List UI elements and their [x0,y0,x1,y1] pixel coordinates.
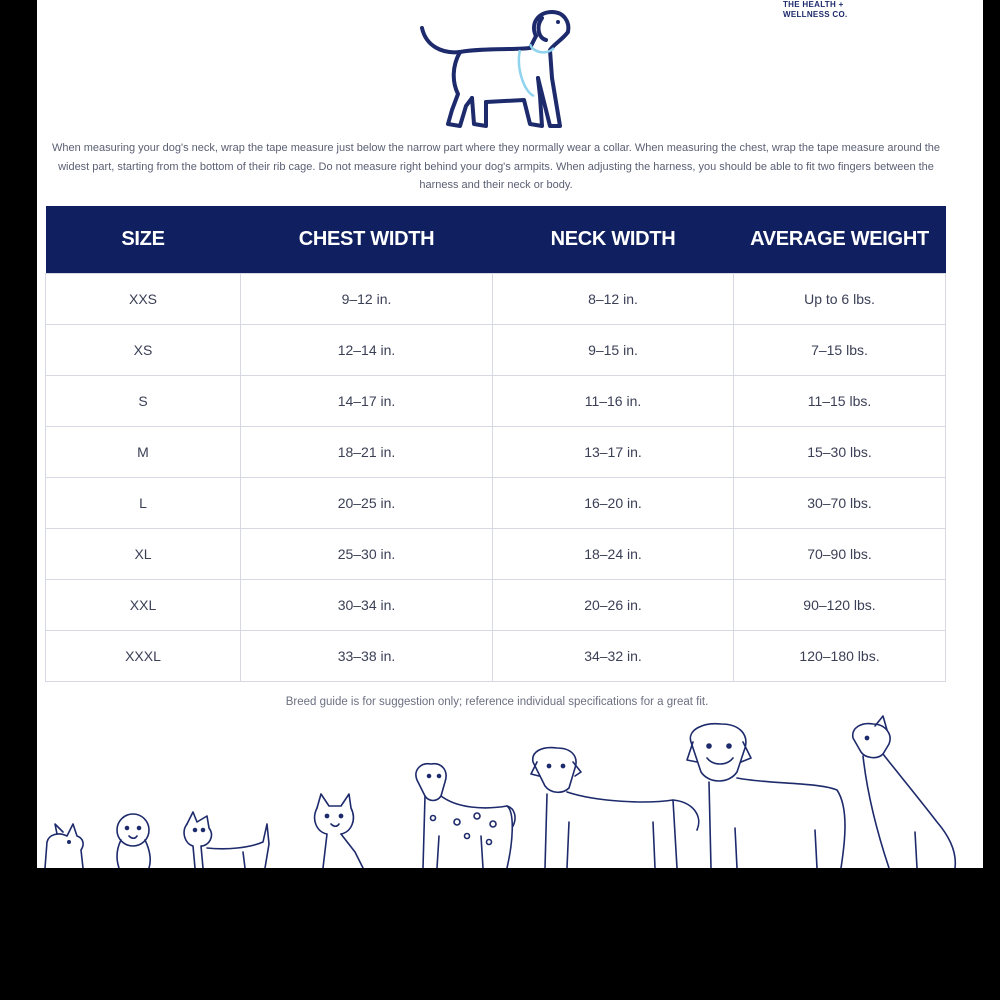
chest-cell: 9–12 in. [241,274,493,325]
neck-cell: 13–17 in. [493,427,734,478]
brand-line-1: THE HEALTH + [783,0,844,9]
french-bulldog-icon [315,794,363,868]
table-row [46,427,946,478]
weight-cell: 7–15 lbs. [734,325,946,376]
weight-cell: 70–90 lbs. [734,529,946,580]
size-cell: S [46,376,241,427]
chest-cell: 30–34 in. [241,580,493,631]
neck-cell: 18–24 in. [493,529,734,580]
neck-cell: 8–12 in. [493,274,734,325]
brand-line-2: WELLNESS CO. [783,10,848,19]
size-cell: XXL [46,580,241,631]
labrador-icon [531,748,699,868]
header-average-weight: AVERAGE WEIGHT [734,206,946,274]
dog-breeds-illustration [37,712,983,868]
table-row [46,529,946,580]
chest-cell: 12–14 in. [241,325,493,376]
mastiff-icon [687,724,845,868]
great-dane-icon [853,716,956,868]
size-cell: XXXL [46,631,241,682]
weight-cell: 120–180 lbs. [734,631,946,682]
breed-guide-note: Breed guide is for suggestion only; reference individual specifications for a great fit. [285,696,709,708]
weight-cell: 15–30 lbs. [734,427,946,478]
table-row [46,274,946,325]
neck-cell: 9–15 in. [493,325,734,376]
shih-tzu-icon [117,814,150,868]
size-cell: M [46,427,241,478]
table-header-row [46,206,946,274]
chest-cell: 25–30 in. [241,529,493,580]
table-row [46,325,946,376]
dalmatian-icon [416,764,515,868]
westie-icon [184,812,269,868]
size-cell: XXS [46,274,241,325]
measuring-instructions: When measuring your dog's neck, wrap the tape measure just below the narrow part where they normally wear a collar. When measuring the chest, wrap the tape measure around the widest part, starting from the bottom of their rib cage. Do not measure right behind your dog's armpits. When adjusting the harness, you should be able to fit two fingers between the harness and their neck or body. [51,142,941,191]
table-row [46,376,946,427]
table-row [46,631,946,682]
weight-cell: 11–15 lbs. [734,376,946,427]
table-row [46,580,946,631]
chest-cell: 14–17 in. [241,376,493,427]
header-neck-width: NECK WIDTH [493,206,734,274]
size-guide-sheet [37,0,983,868]
weight-cell: 90–120 lbs. [734,580,946,631]
weight-cell: Up to 6 lbs. [734,274,946,325]
size-cell: XS [46,325,241,376]
chest-cell: 18–21 in. [241,427,493,478]
neck-cell: 34–32 in. [493,631,734,682]
weight-cell: 30–70 lbs. [734,478,946,529]
table-row [46,478,946,529]
neck-cell: 20–26 in. [493,580,734,631]
chest-cell: 20–25 in. [241,478,493,529]
neck-cell: 16–20 in. [493,478,734,529]
neck-cell: 11–16 in. [493,376,734,427]
size-cell: L [46,478,241,529]
chest-cell: 33–38 in. [241,631,493,682]
chihuahua-icon [45,824,83,868]
dog-measuring-illustration [412,6,572,134]
header-size: SIZE [46,206,241,274]
size-cell: XL [46,529,241,580]
header-chest-width: CHEST WIDTH [241,206,493,274]
brand-logo-text [783,0,893,20]
size-chart-table [45,206,946,682]
